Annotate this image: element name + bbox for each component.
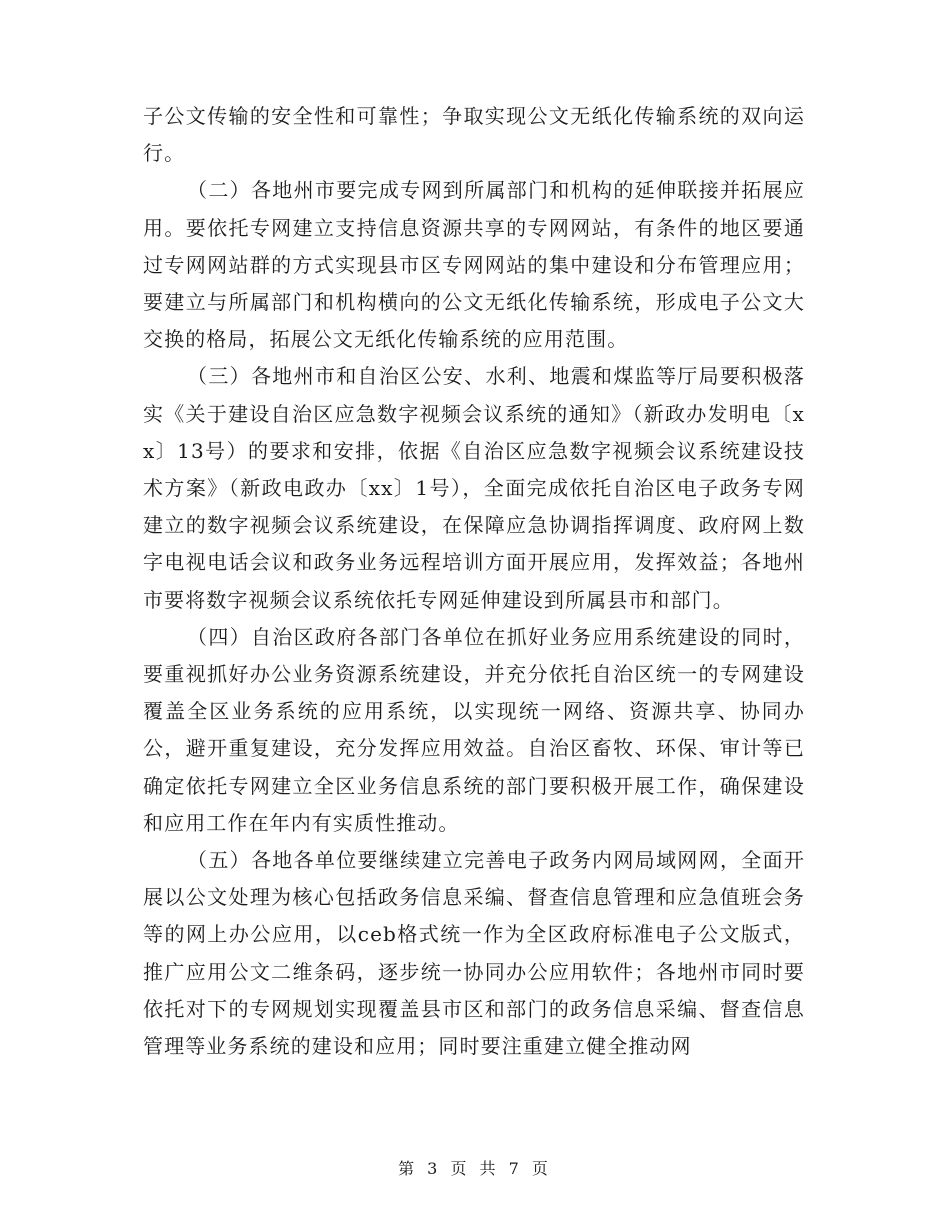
page-number-indicator: 第 3 页 共 7 页 [398, 1159, 552, 1178]
paragraph-continuation: 子公文传输的安全性和可靠性；争取实现公文无纸化传输系统的双向运行。 [143, 104, 805, 166]
page-footer [0, 1156, 950, 1179]
paragraph-section-3: （三）各地州市和自治区公安、水利、地震和煤监等厅局要积极落实《关于建设自治区应急数字视频会议系统的通知》（新政办发明电〔xx〕13号）的要求和安排，依据《自治区应急数字视频会议系统建设技术方案》（新政电政办〔xx〕1号），全面完成依托自治区电子政务专网建立的数字视频会议系统建设，在保障应急协调指挥调度、政府网上数字电视电话会议和政务业务远程培训方面开展应用，发挥效益；各地州市要将数字视频会议系统依托专网延伸建设到所属县市和部门。 [143, 364, 805, 612]
document-body [143, 98, 805, 1065]
paragraph-section-5: （五）各地各单位要继续建立完善电子政务内网局域网网，全面开展以公文处理为核心包括政务信息采编、督查信息管理和应急值班会务等的网上办公应用，以ceb格式统一作为全区政府标准电子公文版式，推广应用公文二维条码，逐步统一协同办公应用软件；各地州市同时要依托对下的专网规划实现覆盖县市区和部门的政务信息采编、督查信息管理等业务系统的建设和应用；同时要注重建立健全推动网 [143, 848, 805, 1059]
paragraph-section-4: （四）自治区政府各部门各单位在抓好业务应用系统建设的同时，要重视抓好办公业务资源系统建设，并充分依托自治区统一的专网建设覆盖全区业务系统的应用系统，以实现统一网络、资源共享、协同办公，避开重复建设，充分发挥应用效益。自治区畜牧、环保、审计等已确定依托专网建立全区业务信息系统的部门要积极开展工作，确保建设和应用工作在年内有实质性推动。 [143, 624, 805, 835]
paragraph-section-2: （二）各地州市要完成专网到所属部门和机构的延伸联接并拓展应用。要依托专网建立支持信息资源共享的专网网站，有条件的地区要通过专网网站群的方式实现县市区专网网站的集中建设和分布管理应用；要建立与所属部门和机构横向的公文无纸化传输系统，形成电子公文大交换的格局，拓展公文无纸化传输系统的应用范围。 [143, 178, 805, 352]
